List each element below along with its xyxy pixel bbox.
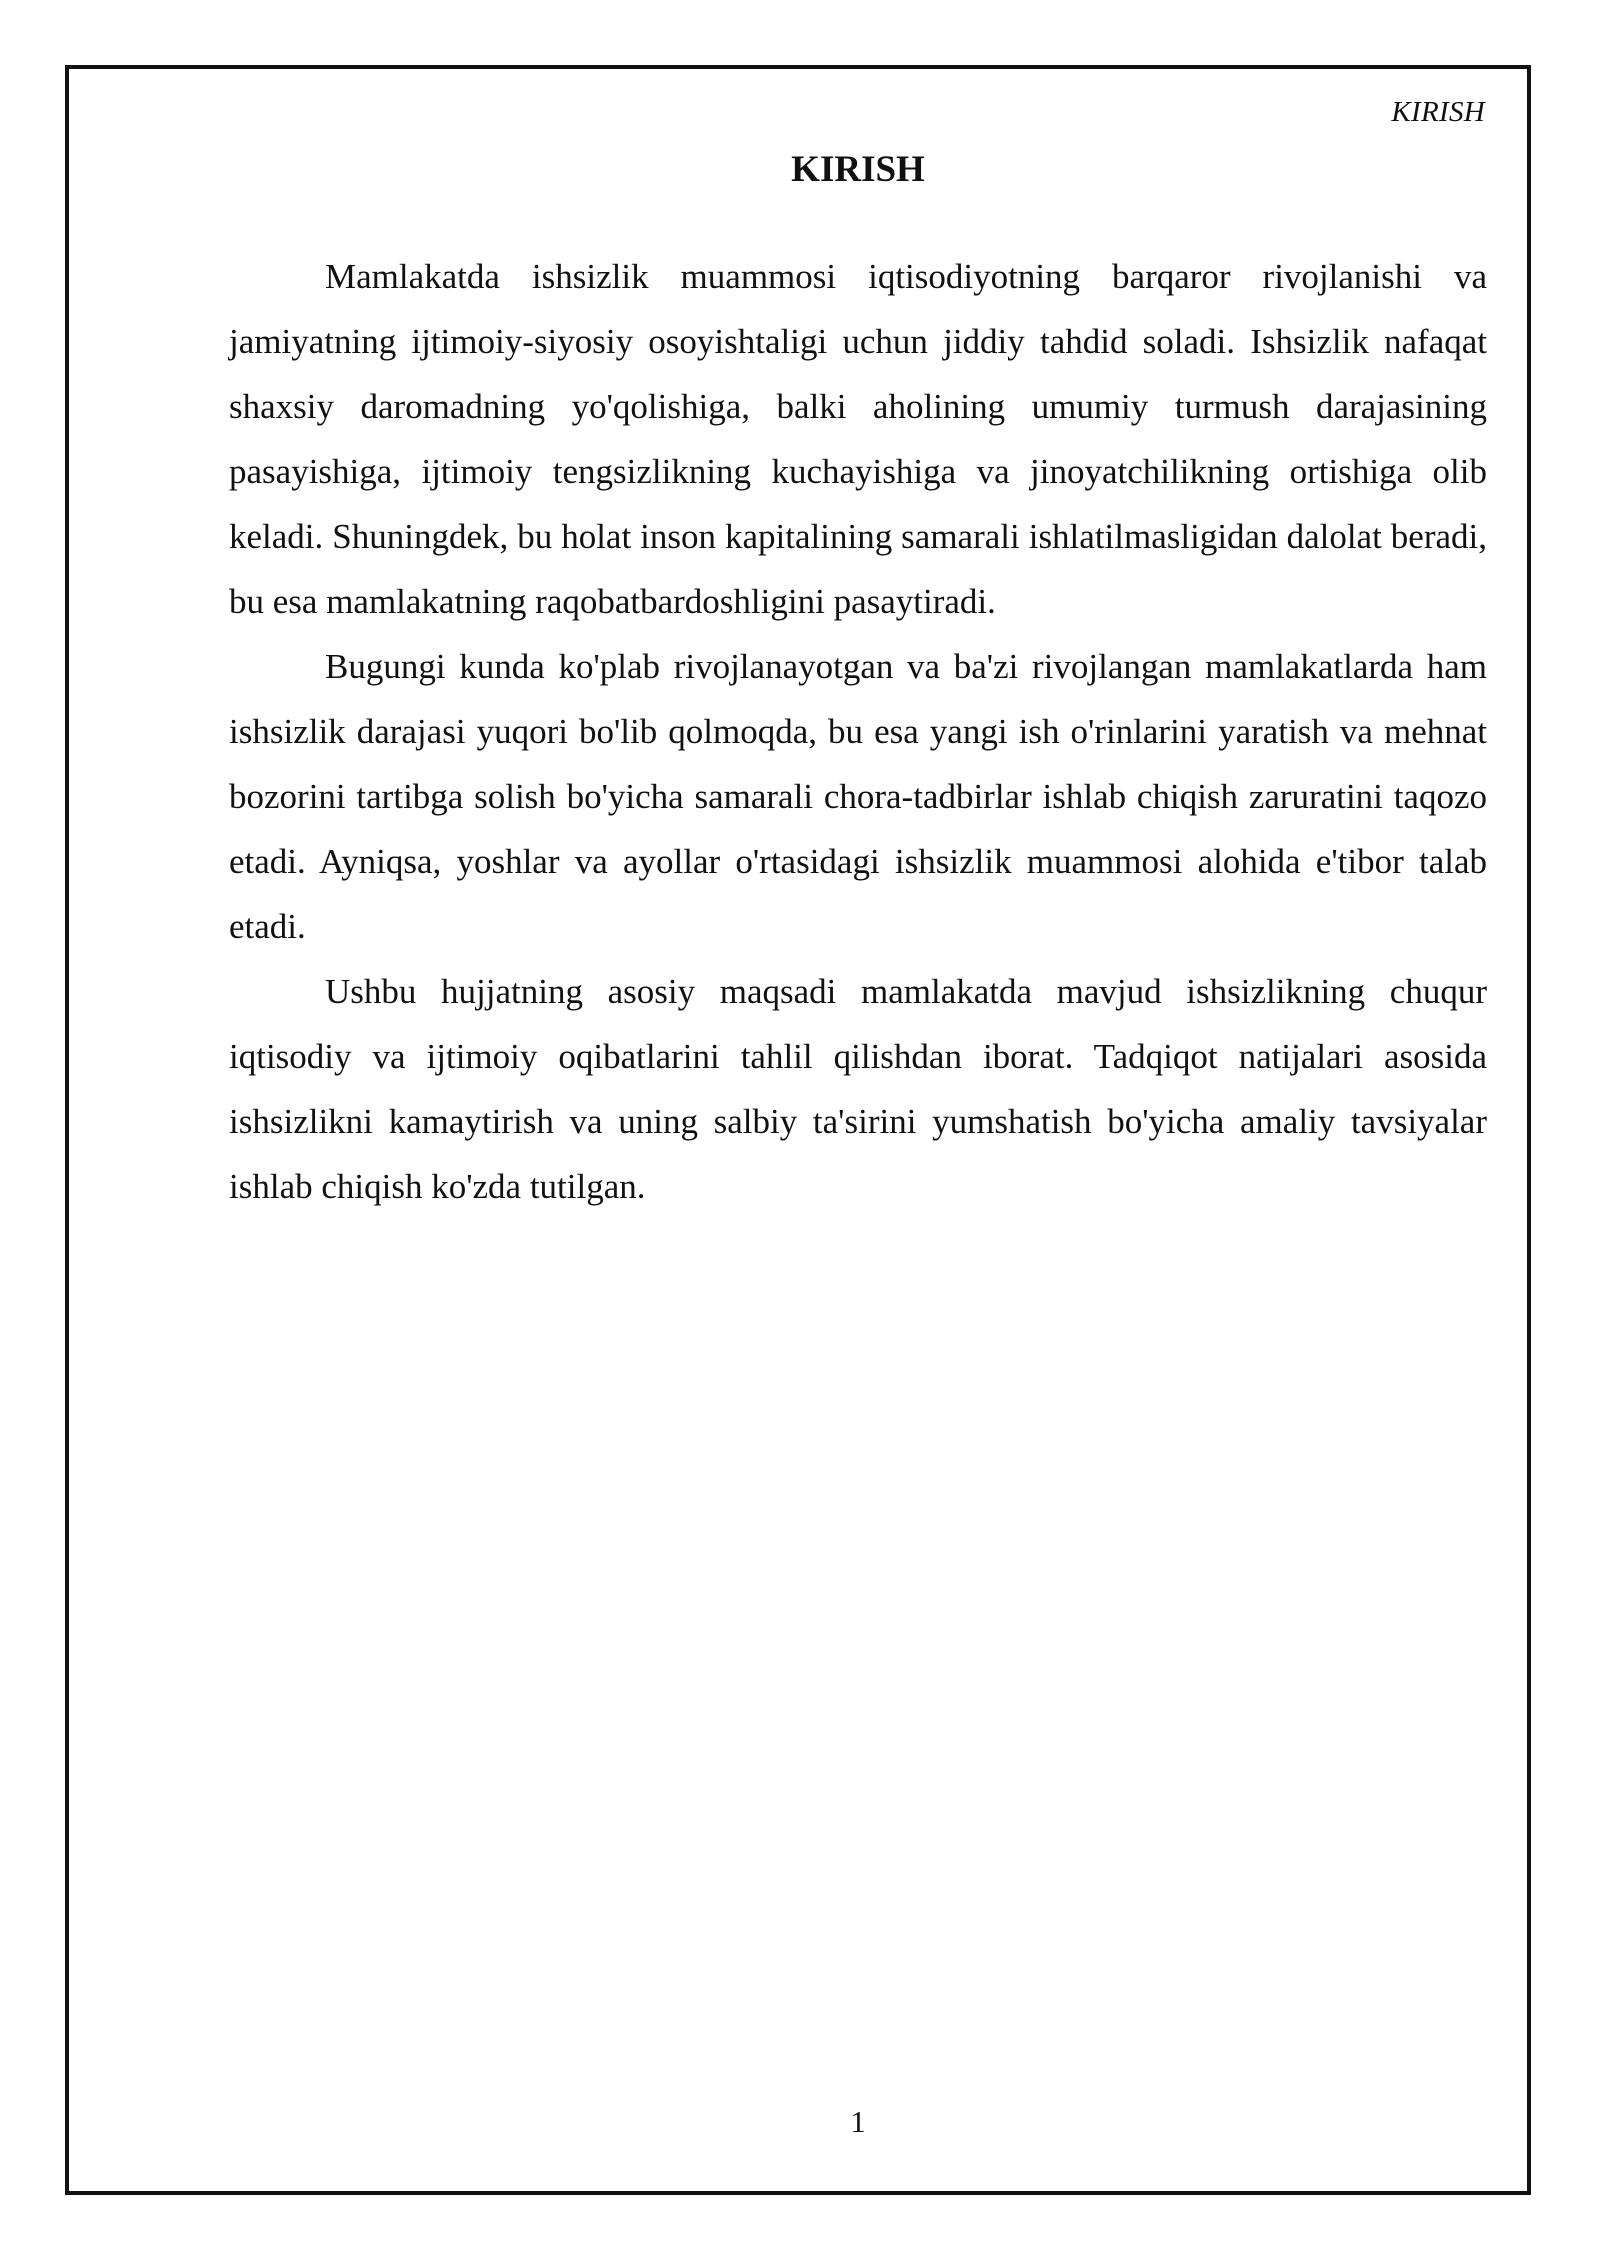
body-text [229,244,1487,1219]
page-title: KIRISH [791,149,925,190]
page-number: 1 [850,2104,866,2139]
paragraph: Bugungi kunda ko'plab rivojlanayotgan va ba'zi rivojlangan mamlakatlarda ham ishsizlik darajasi yuqori bo'lib qolmoqda, bu esa yangi ish o'rinlarini yaratish va mehnat bozorini tartibga solish bo'yicha samarali chora-tadbirlar ishlab chiqish zaruratini taqozo etadi. Ayniqsa, yoshlar va ayollar o'rtasidagi ishsizlik muammosi alohida e'tibor talab etadi. [229,647,1487,946]
paragraph: Ushbu hujjatning asosiy maqsadi mamlakatda mavjud ishsizlikning chuqur iqtisodiy va ijtimoiy oqibatlarini tahlil qilishdan iborat. Tadqiqot natijalari asosida ishsizlikni kamaytirish va uning salbiy ta'sirini yumshatish bo'yicha amaliy tavsiyalar ishlab chiqish ko'zda tutilgan. [229,972,1487,1206]
running-header: KIRISH [1391,96,1485,128]
paragraph: Mamlakatda ishsizlik muammosi iqtisodiyotning barqaror rivojlanishi va jamiyatning ijtimoiy-siyosiy osoyishtaligi uchun jiddiy tahdid soladi. Ishsizlik nafaqat shaxsiy daromadning yo'qolishiga, balki aholining umumiy turmush darajasining pasayishiga, ijtimoiy tengsizlikning kuchayishiga va jinoyatchilikning ortishiga olib keladi. Shuningdek, bu holat inson kapitalining samarali ishlatilmasligidan dalolat beradi, bu esa mamlakatning raqobatbardoshligini pasaytiradi. [229,257,1487,621]
